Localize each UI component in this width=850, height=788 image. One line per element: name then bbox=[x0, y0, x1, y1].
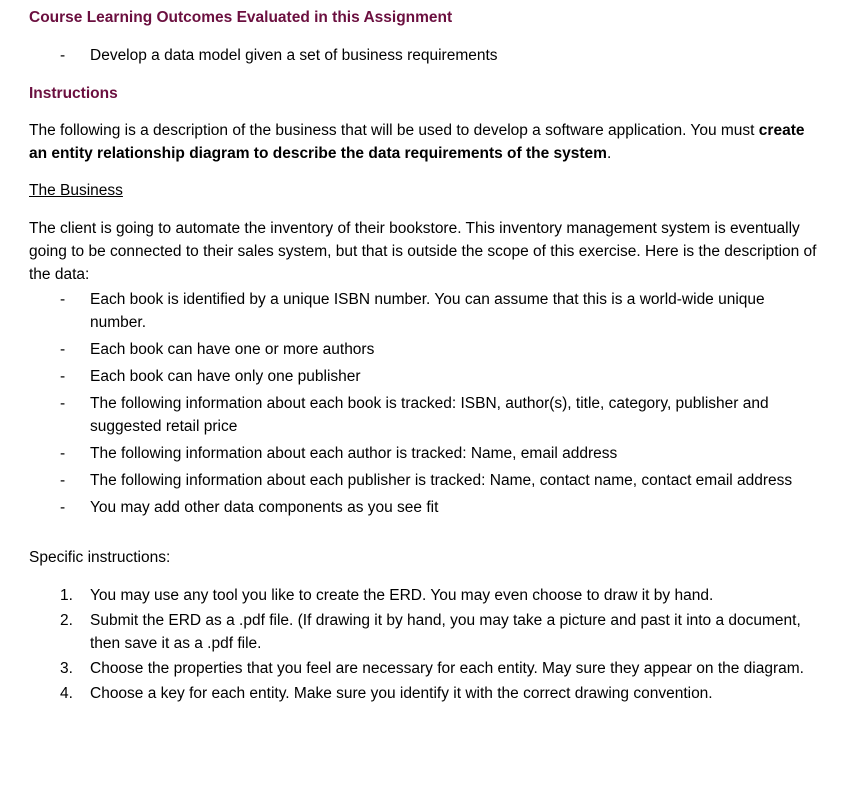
specific-instructions-heading: Specific instructions: bbox=[29, 549, 171, 566]
bullet-dash: - bbox=[60, 291, 66, 308]
list-item bbox=[29, 682, 822, 705]
business-description: The client is going to automate the inventory of their bookstore. This inventory management system is eventually going to be connected to their sales system, but that is outside the scope of this exercise. Here is the description of the data: bbox=[29, 220, 817, 283]
requirement-text: Each book can have one or more authors bbox=[90, 341, 375, 358]
instruction-text: You may use any tool you like to create the ERD. You may even choose to draw it by hand. bbox=[90, 587, 714, 604]
list-item bbox=[29, 469, 822, 492]
bullet-dash: - bbox=[60, 499, 66, 516]
list-number: 1. bbox=[60, 587, 73, 604]
requirement-text: Each book is identified by a unique ISBN number. You can assume that this is a world-wide unique number. bbox=[90, 291, 765, 331]
list-item bbox=[29, 365, 822, 388]
intro-text-end: . bbox=[606, 145, 612, 162]
list-number: 4. bbox=[60, 685, 73, 702]
requirement-text: The following information about each book is tracked: ISBN, author(s), title, category, publisher and suggested retail price bbox=[90, 395, 769, 435]
bullet-dash: - bbox=[60, 445, 66, 462]
requirement-text: The following information about each author is tracked: Name, email address bbox=[90, 445, 618, 462]
list-number: 2. bbox=[60, 612, 73, 629]
list-item bbox=[29, 338, 822, 361]
bullet-dash: - bbox=[60, 472, 66, 489]
list-item bbox=[29, 657, 822, 680]
bullet-dash: - bbox=[60, 368, 66, 385]
business-heading: The Business bbox=[29, 182, 123, 199]
list-item bbox=[29, 496, 822, 519]
bullet-dash: - bbox=[60, 395, 66, 412]
bullet-dash: - bbox=[60, 341, 66, 358]
outcomes-heading: Course Learning Outcomes Evaluated in this Assignment bbox=[29, 9, 453, 26]
list-item bbox=[29, 44, 822, 67]
list-item bbox=[29, 584, 822, 607]
list-item bbox=[29, 392, 822, 438]
instruction-text: Choose the properties that you feel are necessary for each entity. May sure they appear on the diagram. bbox=[90, 660, 804, 677]
list-item bbox=[29, 442, 822, 465]
instruction-text: Submit the ERD as a .pdf file. (If drawing it by hand, you may take a picture and past it into a document, then save it as a .pdf file. bbox=[90, 612, 801, 652]
instructions-heading: Instructions bbox=[29, 85, 118, 102]
bullet-dash: - bbox=[60, 47, 66, 64]
instructions-intro bbox=[29, 119, 822, 165]
requirement-text: The following information about each publisher is tracked: Name, contact name, contact email address bbox=[90, 472, 793, 489]
outcomes-list bbox=[29, 44, 822, 67]
specific-instructions-list bbox=[29, 584, 822, 705]
requirement-text: Each book can have only one publisher bbox=[90, 368, 361, 385]
list-item bbox=[29, 609, 822, 655]
requirement-text: You may add other data components as you see fit bbox=[90, 499, 439, 516]
intro-text-start: The following is a description of the business that will be used to develop a software application. You must bbox=[29, 122, 759, 139]
list-number: 3. bbox=[60, 660, 73, 677]
outcome-item-text: Develop a data model given a set of business requirements bbox=[90, 47, 498, 64]
intro-text-bold: create an entity relationship diagram to describe the data requirements of the system bbox=[29, 122, 805, 162]
instruction-text: Choose a key for each entity. Make sure you identify it with the correct drawing convention. bbox=[90, 685, 713, 702]
list-item bbox=[29, 288, 822, 334]
business-requirements-list bbox=[29, 288, 822, 519]
